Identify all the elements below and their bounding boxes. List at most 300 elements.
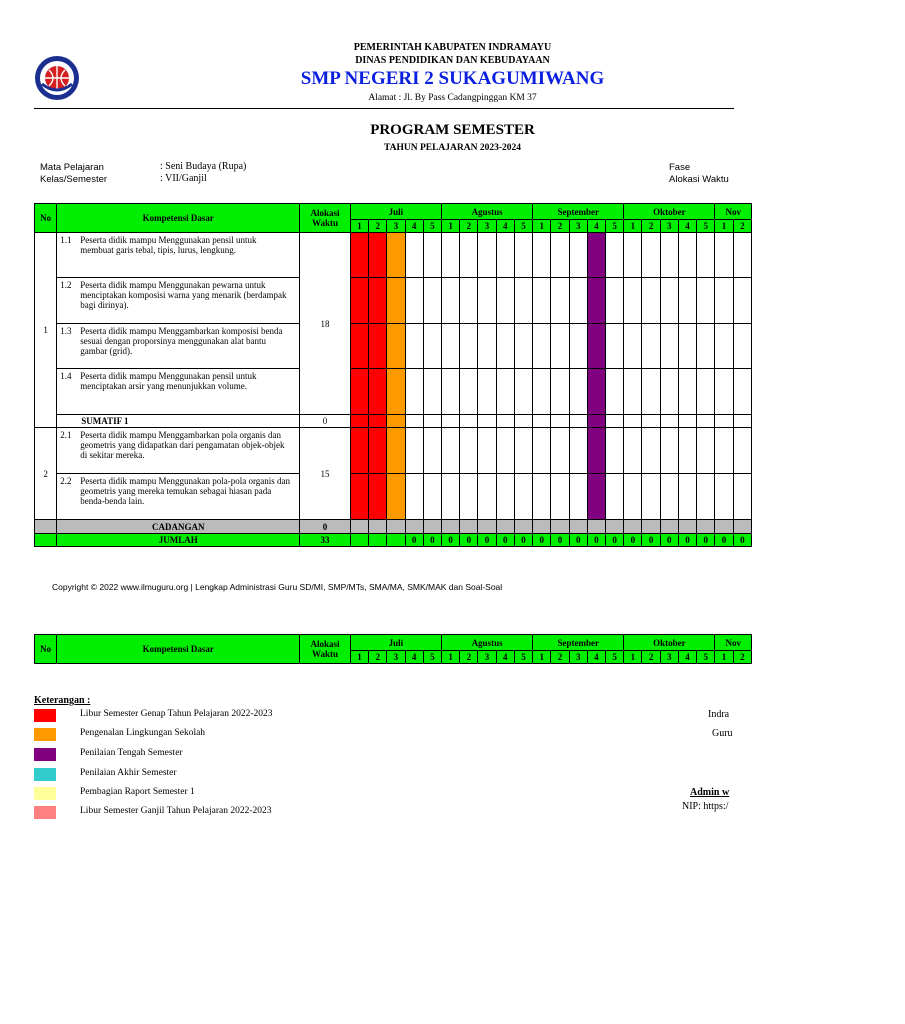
week-cell — [496, 415, 514, 428]
legend-swatch-libur-ganjil — [34, 806, 56, 819]
week-cell — [478, 474, 496, 520]
week-cell — [587, 520, 605, 534]
week-cell — [715, 324, 733, 369]
alokasi-value: 18 — [300, 233, 351, 415]
week-cell — [642, 324, 660, 369]
legend-swatch-pas — [34, 768, 56, 781]
week-cell — [423, 428, 441, 474]
week-number: 1 — [350, 220, 368, 233]
week-number: 5 — [514, 651, 532, 664]
legend-label: Libur Semester Genap Tahun Pelajaran 2022-2023 — [80, 709, 273, 719]
week-cell — [442, 520, 460, 534]
week-cell — [460, 369, 478, 415]
week-number: 1 — [442, 220, 460, 233]
week-cell — [551, 474, 569, 520]
week-cell — [551, 520, 569, 534]
week-cell — [496, 324, 514, 369]
week-cell — [660, 369, 678, 415]
legend-swatch-libur-genap — [34, 709, 56, 722]
week-cell — [715, 278, 733, 324]
kd-text: Peserta didik mampu Menggunakan pewarna untuk menciptakan komposisi warna yang menarik (berdampak bagi dirinya). — [80, 280, 287, 310]
week-number: 3 — [478, 220, 496, 233]
week-cell — [387, 233, 405, 278]
week-cell — [551, 428, 569, 474]
week-cell — [733, 369, 751, 415]
week-cell — [715, 233, 733, 278]
week-cell — [660, 428, 678, 474]
week-number: 5 — [514, 220, 532, 233]
signature-place: Indra — [708, 709, 730, 720]
week-number: 4 — [587, 651, 605, 664]
month-september: September — [533, 635, 624, 651]
week-cell — [606, 278, 624, 324]
week-cell — [569, 369, 587, 415]
month-juli: Juli — [350, 204, 441, 220]
table-row — [35, 474, 752, 520]
week-cell — [350, 520, 368, 534]
week-cell — [387, 324, 405, 369]
jumlah-week — [369, 534, 387, 547]
week-cell — [733, 278, 751, 324]
week-cell — [442, 474, 460, 520]
kd-cell — [57, 278, 300, 324]
class-label: Kelas/Semester — [40, 174, 108, 185]
week-cell — [715, 369, 733, 415]
gov-line: PEMERINTAH KABUPATEN INDRAMAYU — [353, 42, 552, 53]
week-cell — [350, 474, 368, 520]
jumlah-week: 0 — [587, 534, 605, 547]
table-row — [35, 324, 752, 369]
week-cell — [606, 428, 624, 474]
header-divider — [34, 108, 734, 109]
week-cell — [350, 415, 368, 428]
week-cell — [423, 520, 441, 534]
month-agustus: Agustus — [442, 635, 533, 651]
week-cell — [442, 369, 460, 415]
week-cell — [587, 278, 605, 324]
week-cell — [733, 415, 751, 428]
week-cell — [733, 324, 751, 369]
legend-label: Libur Semester Ganjil Tahun Pelajaran 2022-2023 — [80, 806, 272, 816]
week-number: 4 — [496, 220, 514, 233]
week-cell — [405, 369, 423, 415]
week-cell — [405, 324, 423, 369]
week-cell — [733, 233, 751, 278]
program-table-viewport — [34, 203, 745, 553]
week-cell — [387, 474, 405, 520]
week-cell — [697, 233, 715, 278]
week-number: 4 — [405, 220, 423, 233]
jumlah-week: 0 — [733, 534, 751, 547]
week-cell — [697, 520, 715, 534]
week-number: 1 — [533, 651, 551, 664]
week-number: 4 — [678, 651, 696, 664]
week-cell — [369, 520, 387, 534]
jumlah-week: 0 — [442, 534, 460, 547]
month-september: September — [533, 204, 624, 220]
week-cell — [387, 428, 405, 474]
jumlah-week: 0 — [460, 534, 478, 547]
week-cell — [569, 520, 587, 534]
week-cell — [606, 233, 624, 278]
week-cell — [624, 278, 642, 324]
program-table — [34, 203, 752, 547]
week-cell — [697, 324, 715, 369]
week-number: 2 — [733, 651, 751, 664]
week-cell — [460, 278, 478, 324]
week-cell — [460, 428, 478, 474]
week-number: 4 — [678, 220, 696, 233]
week-cell — [642, 474, 660, 520]
alokasi-value: 15 — [300, 428, 351, 520]
week-number: 1 — [624, 220, 642, 233]
kd-text: Peserta didik mampu Menggunakan pensil untuk membuat garis tebal, tipis, lurus, lengkung. — [80, 235, 257, 255]
week-cell — [697, 369, 715, 415]
week-cell — [405, 428, 423, 474]
week-cell — [624, 428, 642, 474]
month-nov: Nov — [715, 204, 752, 220]
week-cell — [350, 233, 368, 278]
week-cell — [478, 415, 496, 428]
week-cell — [551, 278, 569, 324]
week-number: 2 — [369, 651, 387, 664]
legend-swatch-raport — [34, 787, 56, 800]
week-number: 2 — [460, 651, 478, 664]
week-cell — [442, 278, 460, 324]
week-cell — [533, 324, 551, 369]
week-cell — [514, 415, 532, 428]
week-number: 2 — [642, 220, 660, 233]
jumlah-week: 0 — [660, 534, 678, 547]
week-number: 3 — [478, 651, 496, 664]
repeat-header-viewport — [34, 634, 745, 666]
week-cell — [660, 415, 678, 428]
week-cell — [533, 428, 551, 474]
week-cell — [551, 369, 569, 415]
week-cell — [369, 324, 387, 369]
legend-label: Pengenalan Lingkungan Sekolah — [80, 728, 206, 738]
kd-number: 1.1 — [60, 235, 72, 245]
week-cell — [678, 278, 696, 324]
week-number: 3 — [569, 651, 587, 664]
jumlah-week: 0 — [569, 534, 587, 547]
week-cell — [533, 233, 551, 278]
jumlah-week: 0 — [423, 534, 441, 547]
jumlah-week: 0 — [478, 534, 496, 547]
week-cell — [587, 474, 605, 520]
week-cell — [624, 369, 642, 415]
week-cell — [423, 324, 441, 369]
week-cell — [715, 415, 733, 428]
copyright-text: Copyright © 2022 www.ilmuguru.org | Lengkap Administrasi Guru SD/MI, SMP/MTs, SMA/MA, SMK/MAK dan Soal-Soal — [52, 582, 503, 592]
jumlah-week: 0 — [514, 534, 532, 547]
legend-label: Pembagian Raport Semester 1 — [80, 787, 195, 797]
week-cell — [387, 369, 405, 415]
table-row — [35, 233, 752, 278]
week-cell — [423, 369, 441, 415]
signature-nip: NIP: https:/ — [682, 801, 729, 812]
week-cell — [551, 233, 569, 278]
week-cell — [678, 415, 696, 428]
subject-label: Mata Pelajaran — [40, 162, 104, 173]
kd-number: 1.3 — [60, 326, 72, 336]
week-cell — [660, 474, 678, 520]
week-number: 5 — [697, 220, 715, 233]
week-cell — [551, 324, 569, 369]
week-cell — [387, 278, 405, 324]
week-cell — [606, 324, 624, 369]
kd-text: Peserta didik mampu Menggambarkan pola organis dan geometris yang didapatkan dari pengamatan objek-objek di sekitar mereka. — [80, 430, 285, 460]
legend-title: Keterangan : — [34, 695, 91, 706]
jumlah-value: 33 — [300, 534, 351, 547]
sumatif-label: SUMATIF 1 — [57, 415, 300, 428]
week-cell — [569, 415, 587, 428]
week-cell — [569, 324, 587, 369]
kd-text: Peserta didik mampu Menggunakan pola-pola organis dan geometris yang mereka temukan sebagai hiasan pada benda-benda lain. — [80, 476, 291, 506]
jumlah-week: 0 — [715, 534, 733, 547]
month-juli: Juli — [350, 635, 441, 651]
week-cell — [533, 415, 551, 428]
week-cell — [514, 428, 532, 474]
week-cell — [606, 415, 624, 428]
week-cell — [606, 520, 624, 534]
week-cell — [350, 428, 368, 474]
week-cell — [733, 428, 751, 474]
week-number: 4 — [405, 651, 423, 664]
week-cell — [496, 233, 514, 278]
row-no: 1 — [35, 233, 57, 428]
week-cell — [423, 474, 441, 520]
jumlah-week: 0 — [405, 534, 423, 547]
row-no: 2 — [35, 428, 57, 520]
jumlah-week: 0 — [678, 534, 696, 547]
school-name: SMP NEGERI 2 SUKAGUMIWANG — [300, 68, 605, 89]
jumlah-label: JUMLAH — [57, 534, 300, 547]
week-cell — [569, 278, 587, 324]
week-cell — [697, 278, 715, 324]
week-cell — [569, 233, 587, 278]
kd-cell — [57, 369, 300, 415]
academic-year: TAHUN PELAJARAN 2023-2024 — [383, 143, 522, 153]
week-number: 3 — [387, 220, 405, 233]
week-cell — [405, 233, 423, 278]
jumlah-week: 0 — [551, 534, 569, 547]
jumlah-week: 0 — [533, 534, 551, 547]
table-row — [35, 369, 752, 415]
week-cell — [442, 324, 460, 369]
col-no-header: No — [35, 204, 57, 233]
cadangan-no — [35, 520, 57, 534]
week-cell — [460, 474, 478, 520]
legend-label: Penilaian Akhir Semester — [80, 768, 177, 778]
week-cell — [387, 415, 405, 428]
week-cell — [733, 520, 751, 534]
week-cell — [715, 474, 733, 520]
week-cell — [569, 428, 587, 474]
week-cell — [350, 369, 368, 415]
kd-text: Peserta didik mampu Menggunakan pensil untuk menciptakan arsir yang menunjukkan volume. — [80, 371, 257, 391]
week-cell — [569, 474, 587, 520]
week-cell — [642, 415, 660, 428]
jumlah-week — [387, 534, 405, 547]
week-cell — [587, 369, 605, 415]
legend-label: Penilaian Tengah Semester — [80, 748, 183, 758]
week-cell — [369, 415, 387, 428]
jumlah-week: 0 — [606, 534, 624, 547]
school-address: Alamat : Jl. By Pass Cadangpinggan KM 37 — [368, 93, 537, 103]
month-agustus: Agustus — [442, 204, 533, 220]
week-cell — [678, 369, 696, 415]
week-number: 3 — [387, 651, 405, 664]
week-number: 5 — [423, 220, 441, 233]
week-cell — [642, 278, 660, 324]
week-cell — [478, 324, 496, 369]
week-cell — [660, 278, 678, 324]
jumlah-row — [35, 534, 752, 547]
week-cell — [642, 369, 660, 415]
week-cell — [514, 474, 532, 520]
week-cell — [387, 520, 405, 534]
alokasi-label: Alokasi Waktu — [669, 174, 729, 185]
week-cell — [442, 415, 460, 428]
week-cell — [551, 415, 569, 428]
week-number: 5 — [697, 651, 715, 664]
week-cell — [478, 369, 496, 415]
jumlah-week: 0 — [642, 534, 660, 547]
week-cell — [369, 233, 387, 278]
week-number: 4 — [496, 651, 514, 664]
week-cell — [369, 278, 387, 324]
week-cell — [350, 324, 368, 369]
week-cell — [369, 474, 387, 520]
week-cell — [460, 415, 478, 428]
week-cell — [697, 428, 715, 474]
week-cell — [423, 278, 441, 324]
kd-cell — [57, 233, 300, 278]
week-cell — [642, 233, 660, 278]
week-cell — [350, 278, 368, 324]
sumatif-value: 0 — [300, 415, 351, 428]
week-number: 5 — [423, 651, 441, 664]
week-cell — [533, 520, 551, 534]
week-cell — [533, 369, 551, 415]
jumlah-no — [35, 534, 57, 547]
cadangan-value: 0 — [300, 520, 351, 534]
jumlah-week — [350, 534, 368, 547]
kd-number: 1.2 — [60, 280, 72, 290]
week-cell — [587, 415, 605, 428]
cadangan-label: CADANGAN — [57, 520, 300, 534]
week-cell — [678, 428, 696, 474]
week-cell — [624, 474, 642, 520]
week-cell — [587, 324, 605, 369]
week-cell — [606, 369, 624, 415]
week-number: 2 — [460, 220, 478, 233]
subject-value: : Seni Budaya (Rupa) — [160, 161, 247, 172]
week-cell — [514, 520, 532, 534]
week-cell — [405, 520, 423, 534]
week-number: 3 — [660, 651, 678, 664]
week-number: 3 — [569, 220, 587, 233]
week-cell — [514, 233, 532, 278]
week-cell — [678, 474, 696, 520]
week-number: 2 — [369, 220, 387, 233]
kd-number: 2.1 — [60, 430, 72, 440]
kd-number: 1.4 — [60, 371, 72, 381]
week-cell — [514, 324, 532, 369]
week-cell — [624, 520, 642, 534]
kd-text: Peserta didik mampu Menggambarkan komposisi benda sesuai dengan proporsinya menggunakan alat bantu gambar (grid). — [80, 326, 283, 356]
week-cell — [715, 428, 733, 474]
dept-line: DINAS PENDIDIKAN DAN KEBUDAYAAN — [355, 55, 550, 66]
week-cell — [715, 520, 733, 534]
week-cell — [478, 278, 496, 324]
week-cell — [697, 474, 715, 520]
table-row — [35, 415, 752, 428]
jumlah-week: 0 — [624, 534, 642, 547]
week-number: 2 — [642, 651, 660, 664]
week-cell — [587, 233, 605, 278]
kd-number: 2.2 — [60, 476, 72, 486]
kd-cell — [57, 428, 300, 474]
col-kd-header: Kompetensi Dasar — [57, 635, 300, 664]
week-cell — [423, 233, 441, 278]
document-title: PROGRAM SEMESTER — [370, 122, 535, 138]
week-number: 1 — [715, 651, 733, 664]
week-cell — [533, 278, 551, 324]
week-cell — [642, 520, 660, 534]
week-cell — [678, 233, 696, 278]
week-cell — [405, 415, 423, 428]
week-cell — [460, 233, 478, 278]
table-row — [35, 278, 752, 324]
col-no-header: No — [35, 635, 57, 664]
week-cell — [587, 428, 605, 474]
col-kd-header: Kompetensi Dasar — [57, 204, 300, 233]
week-number: 1 — [715, 220, 733, 233]
repeat-header-table — [34, 634, 752, 664]
week-cell — [624, 324, 642, 369]
week-cell — [642, 428, 660, 474]
kd-cell — [57, 324, 300, 369]
week-number: 1 — [624, 651, 642, 664]
week-cell — [624, 415, 642, 428]
col-alokasi-header: Alokasi Waktu — [300, 635, 351, 664]
week-number: 3 — [660, 220, 678, 233]
week-cell — [733, 474, 751, 520]
month-oktober: Oktober — [624, 635, 715, 651]
week-number: 4 — [587, 220, 605, 233]
jumlah-week: 0 — [496, 534, 514, 547]
week-number: 2 — [551, 220, 569, 233]
week-cell — [423, 415, 441, 428]
class-value: : VII/Ganjil — [160, 173, 207, 184]
col-alokasi-header: Alokasi Waktu — [300, 204, 351, 233]
week-cell — [624, 233, 642, 278]
week-cell — [442, 233, 460, 278]
week-cell — [606, 474, 624, 520]
week-number: 1 — [350, 651, 368, 664]
week-cell — [460, 324, 478, 369]
week-cell — [478, 428, 496, 474]
week-number: 5 — [606, 651, 624, 664]
month-oktober: Oktober — [624, 204, 715, 220]
week-cell — [514, 278, 532, 324]
week-cell — [514, 369, 532, 415]
week-cell — [496, 520, 514, 534]
week-cell — [660, 324, 678, 369]
table-row — [35, 428, 752, 474]
